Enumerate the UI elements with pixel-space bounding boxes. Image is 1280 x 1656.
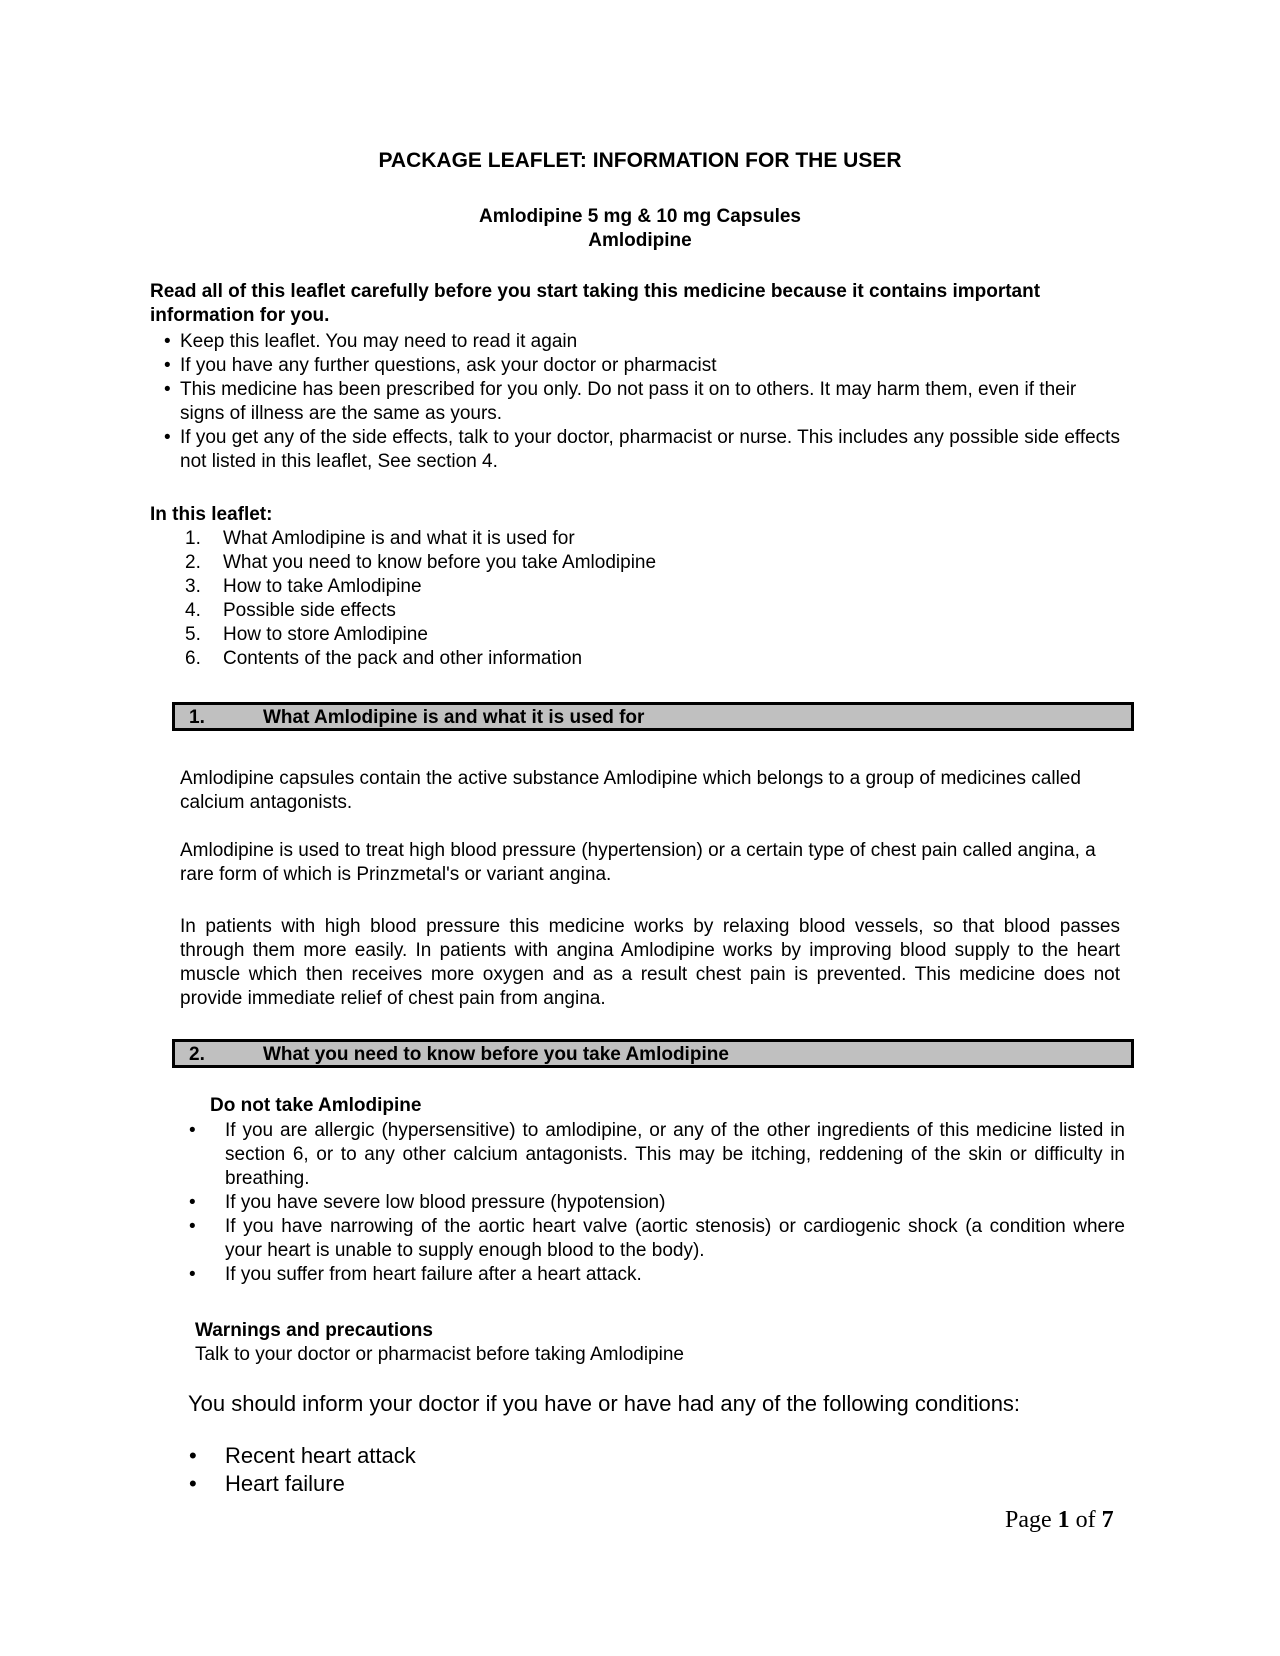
condition-item: • Recent heart attack [185,1442,1125,1470]
section-number: 1. [189,707,205,728]
toc-item-number: 6. [185,648,201,669]
do-not-take-item: • If you are allergic (hypersensitive) to amlodipine, or any of the other ingredients of this medicine listed in section 6, or to any other calcium antagonists. This may be itching, reddening of the skin or difficulty in breathing. [185,1119,1125,1191]
intro-bullet: • Keep this leaflet. You may need to read it again [160,330,1125,354]
toc-item-text: How to take Amlodipine [223,576,422,597]
do-not-take-heading: Do not take Amlodipine [210,1095,422,1116]
section-1-paragraph: In patients with high blood pressure this medicine works by relaxing blood vessels, so that blood passes through them more easily. In patients with angina Amlodipine works by improving blood supply to the heart muscle which then receives more oxygen and as a result chest pain is prevented. This medicine does not provide immediate relief of chest pain from angina. [180,916,1120,1009]
section-1-header [172,702,1134,731]
section-1-paragraph: Amlodipine is used to treat high blood pressure (hypertension) or a certain type of chest pain called angina, a rare form of which is Prinzmetal's or variant angina. [180,840,1096,885]
total-pages: 7 [1101,1507,1114,1533]
intro-bullet: • If you have any further questions, ask your doctor or pharmacist [160,354,1125,378]
toc-heading: In this leaflet: [150,504,273,525]
do-not-take-item: • If you suffer from heart failure after a heart attack. [185,1263,1125,1287]
intro-warning: Read all of this leaflet carefully before you start taking this medicine because it contains important information for you. [150,281,1041,326]
active-substance: Amlodipine [588,230,692,251]
current-page: 1 [1057,1507,1070,1533]
toc-item-number: 5. [185,624,201,645]
toc-item [185,551,656,575]
toc-item-text: Possible side effects [223,600,396,621]
leaflet-title: PACKAGE LEAFLET: INFORMATION FOR THE USER [378,149,902,172]
section-title: What you need to know before you take Amlodipine [263,1044,729,1065]
intro-bullet: • This medicine has been prescribed for you only. Do not pass it on to others. It may harm them, even if their signs of illness are the same as yours. [160,378,1125,426]
do-not-take-list [185,1119,1125,1287]
toc-item [185,599,656,623]
section-1-paragraph: Amlodipine capsules contain the active substance Amlodipine which belongs to a group of medicines called calcium antagonists. [180,768,1081,813]
section-number: 2. [189,1044,205,1065]
toc-item [185,527,656,551]
toc-item-text: Contents of the pack and other information [223,648,583,669]
conditions-list [185,1442,1125,1498]
toc-item-number: 4. [185,600,201,621]
toc-item-number: 1. [185,528,201,549]
toc-item-text: What you need to know before you take Amlodipine [223,552,657,573]
toc-list [185,527,656,671]
intro-bullet-list [160,330,1125,474]
toc-item [185,575,656,599]
page-number-prefix: Page [1005,1507,1058,1533]
condition-item: • Heart failure [185,1470,1125,1498]
section-2-header [172,1039,1134,1068]
do-not-take-item: • If you have narrowing of the aortic heart valve (aortic stenosis) or cardiogenic shock (a condition where your heart is unable to supply enough blood to the body). [185,1215,1125,1263]
warnings-text: Talk to your doctor or pharmacist before taking Amlodipine [195,1344,684,1365]
do-not-take-item: • If you have severe low blood pressure (hypotension) [185,1191,1125,1215]
page-number [1005,1506,1114,1534]
intro-bullet: • If you get any of the side effects, talk to your doctor, pharmacist or nurse. This includes any possible side effects not listed in this leaflet, See section 4. [160,426,1125,474]
page-number-separator: of [1069,1507,1102,1533]
product-name: Amlodipine 5 mg & 10 mg Capsules [478,206,802,227]
toc-item [185,623,656,647]
toc-item-number: 2. [185,552,201,573]
toc-item-text: How to store Amlodipine [223,624,428,645]
inform-doctor-text: You should inform your doctor if you have or have had any of the following conditions: [188,1391,1021,1416]
toc-item-number: 3. [185,576,201,597]
toc-item [185,647,656,671]
warnings-heading: Warnings and precautions [195,1320,433,1341]
toc-item-text: What Amlodipine is and what it is used for [223,528,575,549]
section-title: What Amlodipine is and what it is used for [263,707,645,728]
